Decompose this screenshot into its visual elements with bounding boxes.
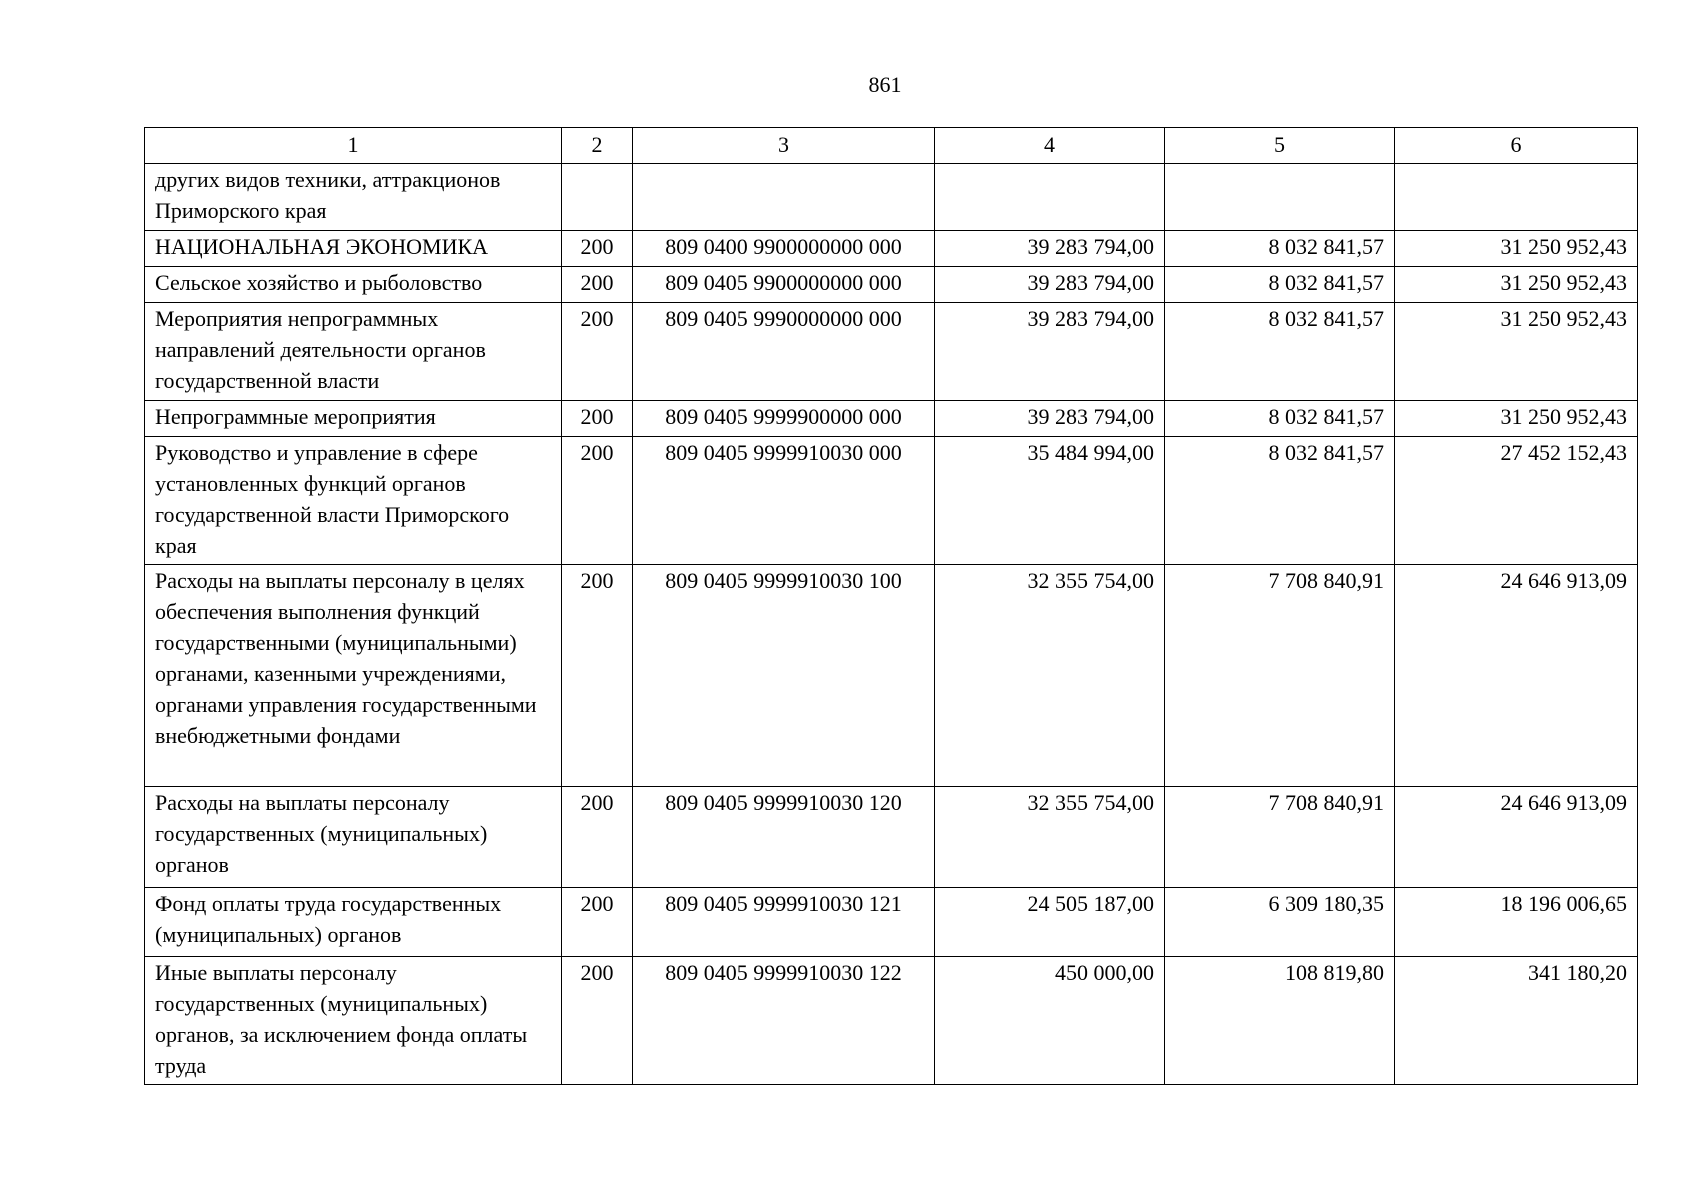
row-admin-code: 200 [562,787,633,888]
row-name: Мероприятия непрограммных направлений деятельности органов государственной власти [145,303,562,401]
row-approved: 39 283 794,00 [935,267,1165,303]
page-number: 861 [868,72,902,97]
table-row [145,164,1638,231]
header-col-5: 5 [1165,128,1395,164]
row-name: Фонд оплаты труда государственных (муниципальных) органов [145,888,562,957]
table-row [145,888,1638,957]
row-name: Иные выплаты персоналу государственных (муниципальных) органов, за исключением фонда оплаты труда [145,957,562,1085]
row-unexecuted: 31 250 952,43 [1395,303,1638,401]
row-executed: 7 708 840,91 [1165,565,1395,787]
row-executed: 8 032 841,57 [1165,437,1395,565]
table-row [145,231,1638,267]
row-unexecuted: 24 646 913,09 [1395,565,1638,787]
row-approved: 32 355 754,00 [935,787,1165,888]
table-row [145,401,1638,437]
row-executed: 8 032 841,57 [1165,401,1395,437]
row-name: Руководство и управление в сфере установленных функций органов государственной власти Приморского края [145,437,562,565]
table-body [145,164,1638,1085]
table-row [145,787,1638,888]
row-budget-code: 809 0405 9999900000 000 [633,401,935,437]
table-row [145,303,1638,401]
table-header [145,128,1638,164]
row-admin-code [562,164,633,231]
header-row [145,128,1638,164]
budget-table [144,127,1638,1085]
row-executed: 8 032 841,57 [1165,267,1395,303]
row-unexecuted: 31 250 952,43 [1395,401,1638,437]
table-row [145,267,1638,303]
row-budget-code: 809 0405 9999910030 100 [633,565,935,787]
header-col-1: 1 [145,128,562,164]
row-unexecuted: 31 250 952,43 [1395,231,1638,267]
row-admin-code: 200 [562,437,633,565]
row-executed: 8 032 841,57 [1165,303,1395,401]
row-name: других видов техники, аттракционов Приморского края [145,164,562,231]
row-name: НАЦИОНАЛЬНАЯ ЭКОНОМИКА [145,231,562,267]
row-admin-code: 200 [562,401,633,437]
row-admin-code: 200 [562,267,633,303]
row-approved: 450 000,00 [935,957,1165,1085]
row-approved [935,164,1165,231]
row-unexecuted: 31 250 952,43 [1395,267,1638,303]
row-admin-code: 200 [562,231,633,267]
row-approved: 32 355 754,00 [935,565,1165,787]
row-approved: 39 283 794,00 [935,231,1165,267]
row-admin-code: 200 [562,303,633,401]
row-approved: 24 505 187,00 [935,888,1165,957]
table-row [145,957,1638,1085]
row-unexecuted: 24 646 913,09 [1395,787,1638,888]
row-budget-code: 809 0405 9900000000 000 [633,267,935,303]
row-approved: 35 484 994,00 [935,437,1165,565]
row-budget-code: 809 0400 9900000000 000 [633,231,935,267]
row-approved: 39 283 794,00 [935,303,1165,401]
header-col-6: 6 [1395,128,1638,164]
row-name: Сельское хозяйство и рыболовство [145,267,562,303]
row-unexecuted: 27 452 152,43 [1395,437,1638,565]
table-row [145,437,1638,565]
row-name: Расходы на выплаты персоналу государственных (муниципальных) органов [145,787,562,888]
row-name: Непрограммные мероприятия [145,401,562,437]
row-budget-code: 809 0405 9999910030 121 [633,888,935,957]
row-budget-code: 809 0405 9990000000 000 [633,303,935,401]
row-budget-code: 809 0405 9999910030 122 [633,957,935,1085]
row-budget-code: 809 0405 9999910030 000 [633,437,935,565]
row-approved: 39 283 794,00 [935,401,1165,437]
row-unexecuted [1395,164,1638,231]
header-col-3: 3 [633,128,935,164]
row-executed: 8 032 841,57 [1165,231,1395,267]
row-name: Расходы на выплаты персоналу в целях обеспечения выполнения функций государственными (муниципальными) органами, казенными учреждениями, органами управления государственными внебюджетными фондами [145,565,562,787]
row-admin-code: 200 [562,565,633,787]
row-budget-code [633,164,935,231]
header-col-4: 4 [935,128,1165,164]
row-admin-code: 200 [562,888,633,957]
row-unexecuted: 341 180,20 [1395,957,1638,1085]
row-executed: 6 309 180,35 [1165,888,1395,957]
row-admin-code: 200 [562,957,633,1085]
row-executed [1165,164,1395,231]
row-executed: 7 708 840,91 [1165,787,1395,888]
row-unexecuted: 18 196 006,65 [1395,888,1638,957]
row-executed: 108 819,80 [1165,957,1395,1085]
row-budget-code: 809 0405 9999910030 120 [633,787,935,888]
table-row [145,565,1638,787]
header-col-2: 2 [562,128,633,164]
